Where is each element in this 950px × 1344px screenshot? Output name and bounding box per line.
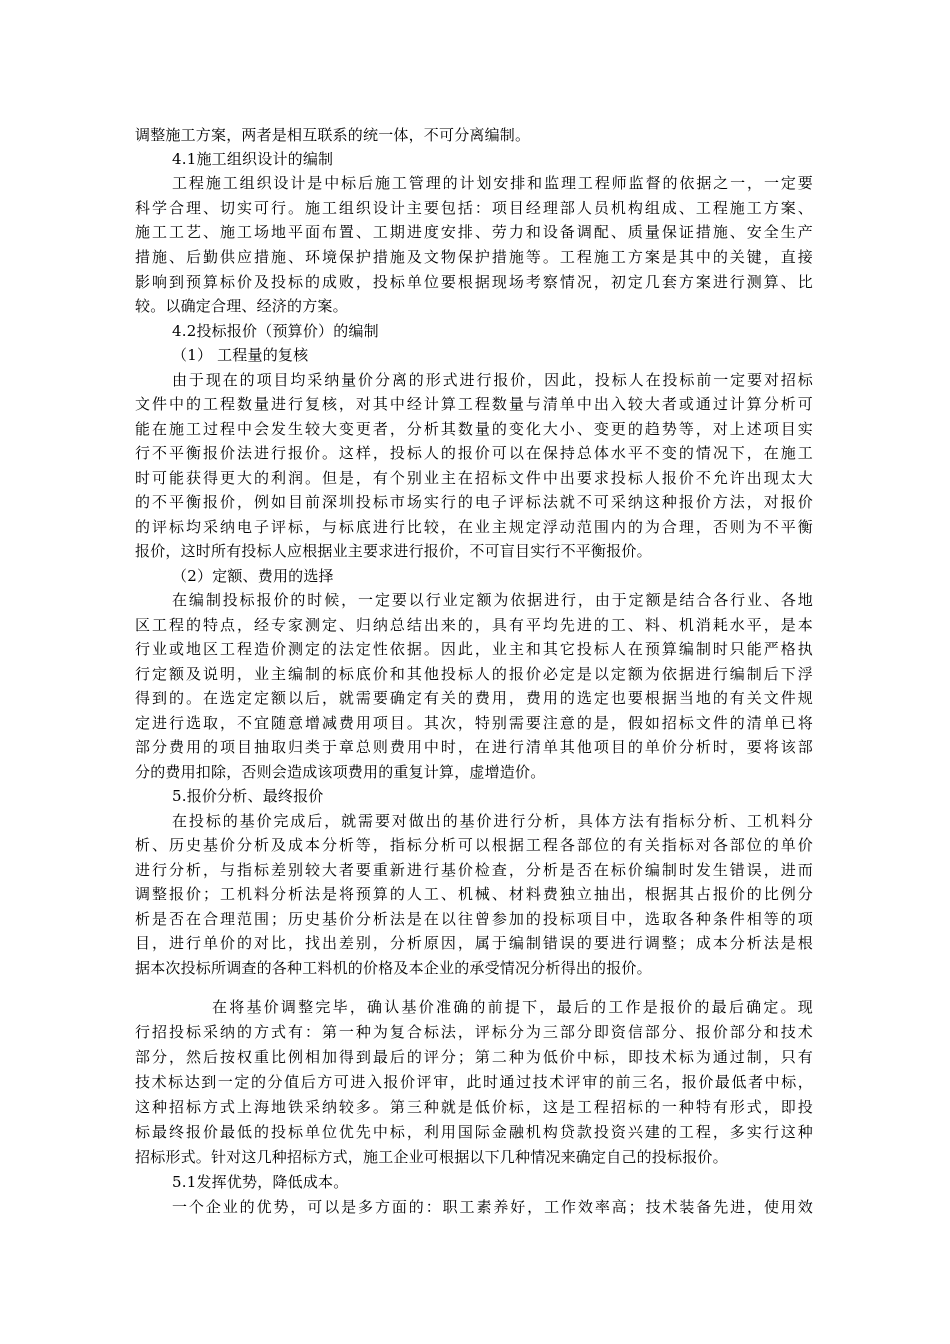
paragraph-line: 行业或地区工程造价测定的法定性依据。因此，业主和其它投标人在预算编制时只能严格执 xyxy=(135,640,813,658)
paragraph-line: 行定额及说明，业主编制的标底价和其他投标人的报价必定是以定额为依据进行编制后下浮 xyxy=(135,665,813,683)
paragraph-line: 能在施工过程中会发生较大变更者，分析其数量的变化大小、变更的趋势等，对上述项目实 xyxy=(135,420,813,438)
paragraph-line: 标最终报价最低的投标单位优先中标，利用国际金融机构贷款投资兴建的工程，多实行这种 xyxy=(135,1123,813,1141)
paragraph-line: 这种招标方式上海地铁采纳较多。第三种就是低价标，这是工程招标的一种特有形式，即投 xyxy=(135,1098,813,1116)
paragraph-line: 部分，然后按权重比例相加得到最后的评分；第二种为低价中标，即技术标为通过制，只有 xyxy=(135,1048,813,1066)
paragraph-line: 进行分析，与指标差别较大者要重新进行基价检查，分析是否在标价编制时发生错误，进而 xyxy=(135,861,813,879)
section-heading-5-1: 5.1发挥优势，降低成本。 xyxy=(172,1173,349,1191)
paragraph-line: 招标形式。针对这几种招标方式，施工企业可根据以下几种情况来确定自己的投标报价。 xyxy=(135,1148,728,1166)
paragraph-line: 目，进行单价的对比，找出差别，分析原因，属于编制错误的要进行调整；成本分析法是根 xyxy=(135,934,813,952)
subheading-2: （2）定额、费用的选择 xyxy=(172,567,334,585)
paragraph-line: 分的费用扣除，否则会造成该项费用的重复计算，虚增造价。 xyxy=(135,763,546,781)
paragraph-line: 一个企业的优势，可以是多方面的：职工素养好，工作效率高；技术装备先进，使用效 xyxy=(172,1198,813,1216)
paragraph-line: 报价，这时所有投标人应根据业主要求进行报价，不可盲目实行不平衡报价。 xyxy=(135,542,652,560)
paragraph-line: 的评标均采纳电子评标，与标底进行比较，在业主规定浮动范围内的为合理，否则为不平衡 xyxy=(135,518,813,536)
paragraph-line: 在编制投标报价的时候，一定要以行业定额为依据进行，由于定额是结合各行业、各地 xyxy=(172,591,813,609)
paragraph-line: 得到的。在选定定额以后，就需要确定有关的费用，费用的选定也要根据当地的有关文件规 xyxy=(135,689,813,707)
paragraph-line: 部分费用的项目抽取归类于章总则费用中时，在进行清单其他项目的单价分析时，要将该部 xyxy=(135,738,813,756)
paragraph-line: 在将基价调整完毕，确认基价准确的前提下，最后的工作是报价的最后确定。现 xyxy=(212,998,813,1016)
paragraph-line: 行不平衡报价法进行报价。这样，投标人的报价可以在保持总体水平不变的情况下，在施工 xyxy=(135,444,813,462)
paragraph-line: 措施、后勤供应措施、环境保护措施及文物保护措施等。工程施工方案是其中的关键，直接 xyxy=(135,248,813,266)
paragraph-line: 析是否在合理范围；历史基价分析法是在以往曾参加的投标项目中，选取各种条件相等的项 xyxy=(135,910,813,928)
section-heading-4-1: 4.1施工组织设计的编制 xyxy=(172,150,334,168)
subheading-1: （1） 工程量的复核 xyxy=(172,346,309,364)
paragraph-line: 影响到预算标价及投标的成败，投标单位要根据现场考察情况，初定几套方案进行测算、比 xyxy=(135,273,813,291)
paragraph-line: 工程施工组织设计是中标后施工管理的计划安排和监理工程师监督的依据之一，一定要 xyxy=(172,174,813,192)
paragraph-line: 定进行选取，不宜随意增减费用项目。其次，特别需要注意的是，假如招标文件的清单已将 xyxy=(135,714,813,732)
paragraph-line: 调整报价；工机料分析法是将预算的人工、机械、材料费独立抽出，根据其占报价的比例分 xyxy=(135,885,813,903)
section-heading-5: 5.报价分析、最终报价 xyxy=(172,787,324,805)
paragraph-line: 技术标达到一定的分值后方可进入报价评审，此时通过技术评审的前三名，报价最低者中标， xyxy=(135,1073,813,1091)
paragraph-line: 施工工艺、施工场地平面布置、工期进度安排、劳力和设备调配、质量保证措施、安全生产 xyxy=(135,223,813,241)
paragraph-line: 时可能获得更大的利润。但是，有个别业主在招标文件中出要求投标人报价不允许出现太大 xyxy=(135,469,813,487)
paragraph-line: 科学合理、切实可行。施工组织设计主要包括：项目经理部人员机构组成、工程施工方案、 xyxy=(135,199,813,217)
paragraph-line: 较。以确定合理、经济的方案。 xyxy=(135,297,348,315)
paragraph-line: 行招投标采纳的方式有：第一种为复合标法，评标分为三部分即资信部分、报价部分和技术 xyxy=(135,1023,813,1041)
paragraph-line: 析、历史基价分析及成本分析等，指标分析可以根据工程各部位的有关指标对各部位的单价 xyxy=(135,836,813,854)
paragraph-line: 在投标的基价完成后，就需要对做出的基价进行分析，具体方法有指标分析、工机料分 xyxy=(172,812,813,830)
paragraph-line: 由于现在的项目均采纳量价分离的形式进行报价，因此，投标人在投标前一定要对招标 xyxy=(172,371,813,389)
paragraph-line: 区工程的特点，经专家测定、归纳总结出来的，具有平均先进的工、料、机消耗水平，是本 xyxy=(135,616,813,634)
paragraph-line: 文件中的工程数量进行复核，对其中经计算工程数量与清单中出入较大者或通过计算分析可 xyxy=(135,395,813,413)
paragraph-line: 据本次投标所调查的各种工料机的价格及本企业的承受情况分析得出的报价。 xyxy=(135,959,652,977)
section-heading-4-2: 4.2投标报价（预算价）的编制 xyxy=(172,322,379,340)
paragraph-line: 的不平衡报价，例如目前深圳投标市场实行的电子评标法就不可采纳这种报价方法，对报价 xyxy=(135,493,813,511)
paragraph-tail: 调整施工方案，两者是相互联系的统一体，不可分离编制。 xyxy=(135,126,531,144)
